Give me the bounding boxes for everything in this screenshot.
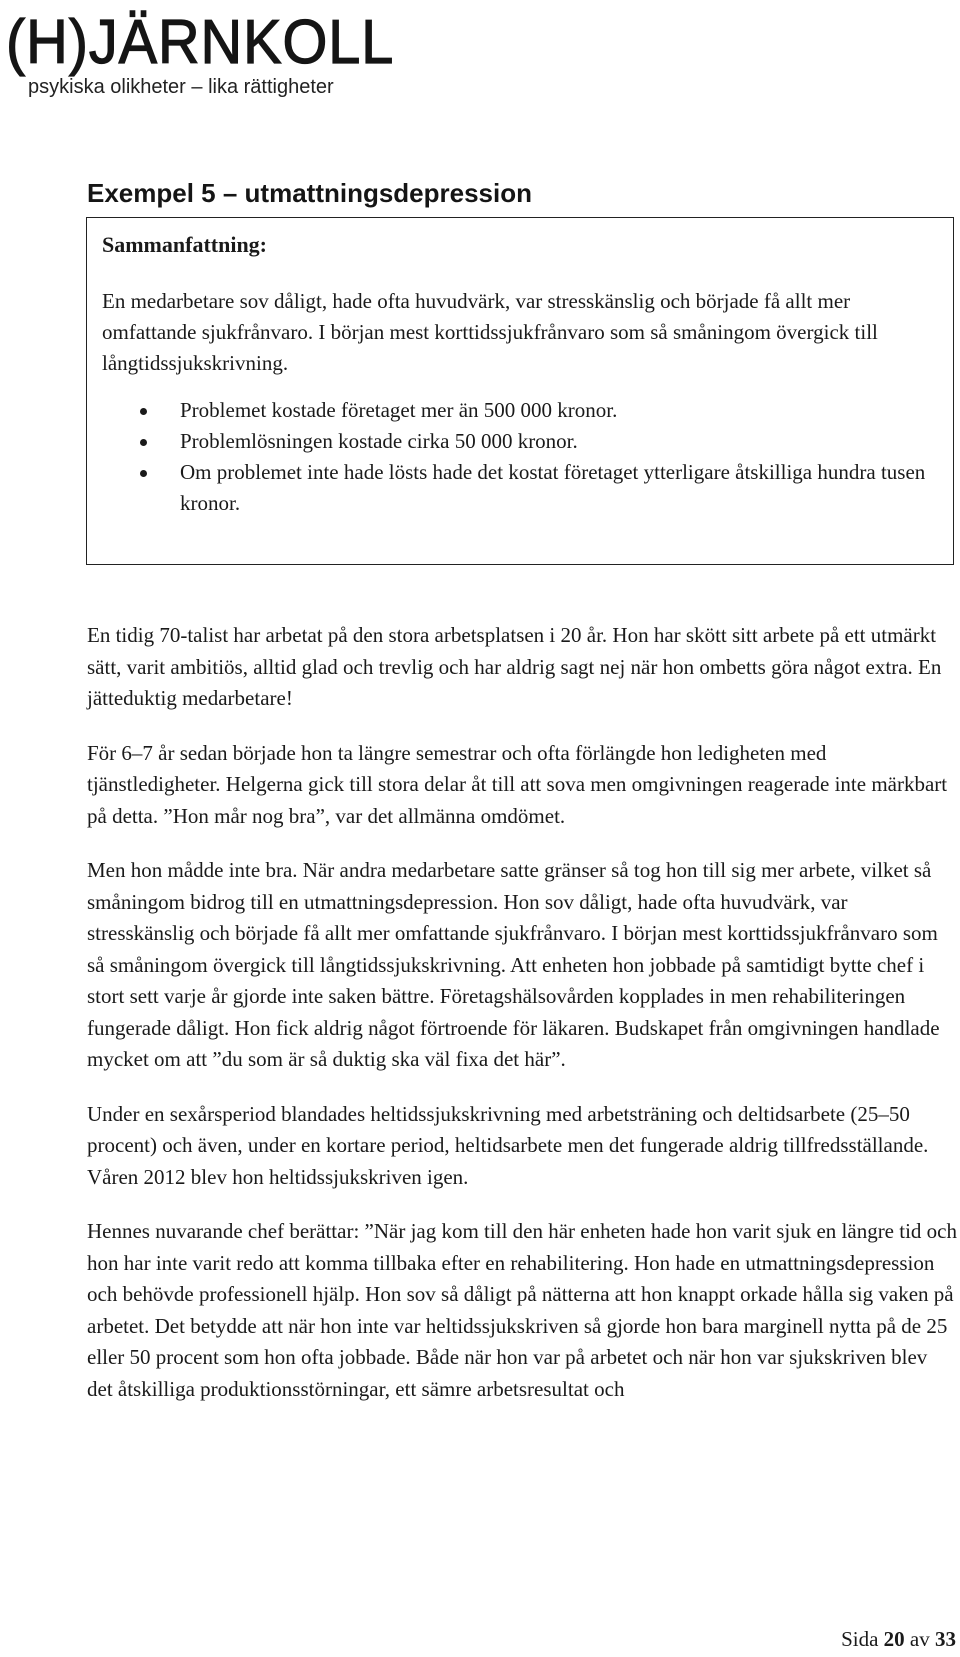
page-word: Sida (841, 1627, 879, 1651)
summary-text: En medarbetare sov dåligt, hade ofta huvudvärk, var stresskänslig och började få allt mer omfattande sjukfrånvaro. I början mest korttidssjukfrånvaro som så småningom övergick till långtidssjukskrivning. (102, 289, 878, 375)
summary-bullet-item (102, 426, 939, 457)
summary-bullet-item (102, 395, 939, 426)
body-paragraph: Under en sexårsperiod blandades heltidssjukskrivning med arbetsträning och deltidsarbete (25–50 procent) och även, under en kortare period, heltidsarbete men det fungerade aldrig tillfredsställande. Våren 2012 blev hon heltidssjukskriven igen. (87, 1101, 929, 1189)
body-paragraph: För 6–7 år sedan började hon ta längre semestrar och ofta förlängde hon ledigheten med tjänstledigheter. Helgerna gick till stora delar åt till att sova men omgivningen reagerade inte märkbart på detta. ”Hon mår nog bra”, var det allmänna omdömet. (87, 740, 948, 828)
body-paragraph: En tidig 70-talist har arbetat på den stora arbetsplatsen i 20 år. Hon har skött sitt arbete på ett utmärkt sätt, varit ambitiös, alltid glad och trevlig och har aldrig sagt nej när hon ombetts göra något extra. En jätteduktig medarbetare! (87, 623, 942, 710)
summary-bullet-text: Om problemet inte hade lösts hade det kostat företaget ytterligare åtskilliga hundra tusen kronor. (180, 460, 926, 515)
bullet-dot-icon (140, 408, 147, 415)
page-current: 20 (883, 1627, 905, 1651)
body-text (87, 620, 957, 1428)
summary-bullet-item (102, 457, 939, 519)
page-separator: av (909, 1627, 930, 1651)
summary-bullet-text: Problemet kostade företaget mer än 500 000 kronor. (180, 398, 618, 422)
page-heading: Exempel 5 – utmattningsdepression (87, 178, 533, 208)
bullet-dot-icon (140, 439, 147, 446)
page-total: 33 (935, 1627, 956, 1651)
summary-bullet-list (102, 395, 939, 519)
page-number (841, 1624, 956, 1654)
summary-title: Sammanfattning: (102, 232, 268, 257)
logo-tagline: psykiska olikheter – lika rättigheter (28, 76, 334, 98)
summary-bullet-text: Problemlösningen kostade cirka 50 000 kronor. (180, 429, 578, 453)
logo-title: (H)JÄRNKOLL (6, 8, 395, 77)
body-paragraph: Hennes nuvarande chef berättar: ”När jag kom till den här enheten hade hon varit sjuk en längre tid och hon har inte varit redo att komma tillbaka efter en rehabilitering. Hon hade en utmattningsdepression och behövde professionell hjälp. Hon sov så dåligt på nätterna att hon knappt orkade hålla sig vaken på arbetet. Det betydde att när hon inte var heltidssjukskriven så gjorde hon bara marginell nytta på de 25 eller 50 procent som hon ofta jobbade. Både när hon var på arbetet och när hon var sjukskriven blev det åtskilliga produktionsstörningar, ett sämre arbetsresultat och (87, 1219, 957, 1401)
bullet-dot-icon (140, 470, 147, 477)
summary-box (86, 217, 954, 565)
body-paragraph: Men hon mådde inte bra. När andra medarbetare satte gränser så tog hon till sig mer arbete, vilket så småningom bidrog till en utmattningsdepression. Hon sov dåligt, hade ofta huvudvärk, var stresskänslig och började få allt mer omfattande sjukfrånvaro. I början mest korttidssjukfrånvaro som så småningom övergick till långtidssjukskrivning. Att enheten hon jobbade på samtidigt bytte chef i stort sett varje år gjorde inte saken bättre. Företagshälsovården kopplades in men rehabiliteringen fungerade dåligt. Hon fick aldrig något förtroende för läkaren. Budskapet från omgivningen handlade mycket om att ”du som är så duktig ska väl fixa det här”. (87, 858, 940, 1071)
logo (6, 10, 426, 98)
